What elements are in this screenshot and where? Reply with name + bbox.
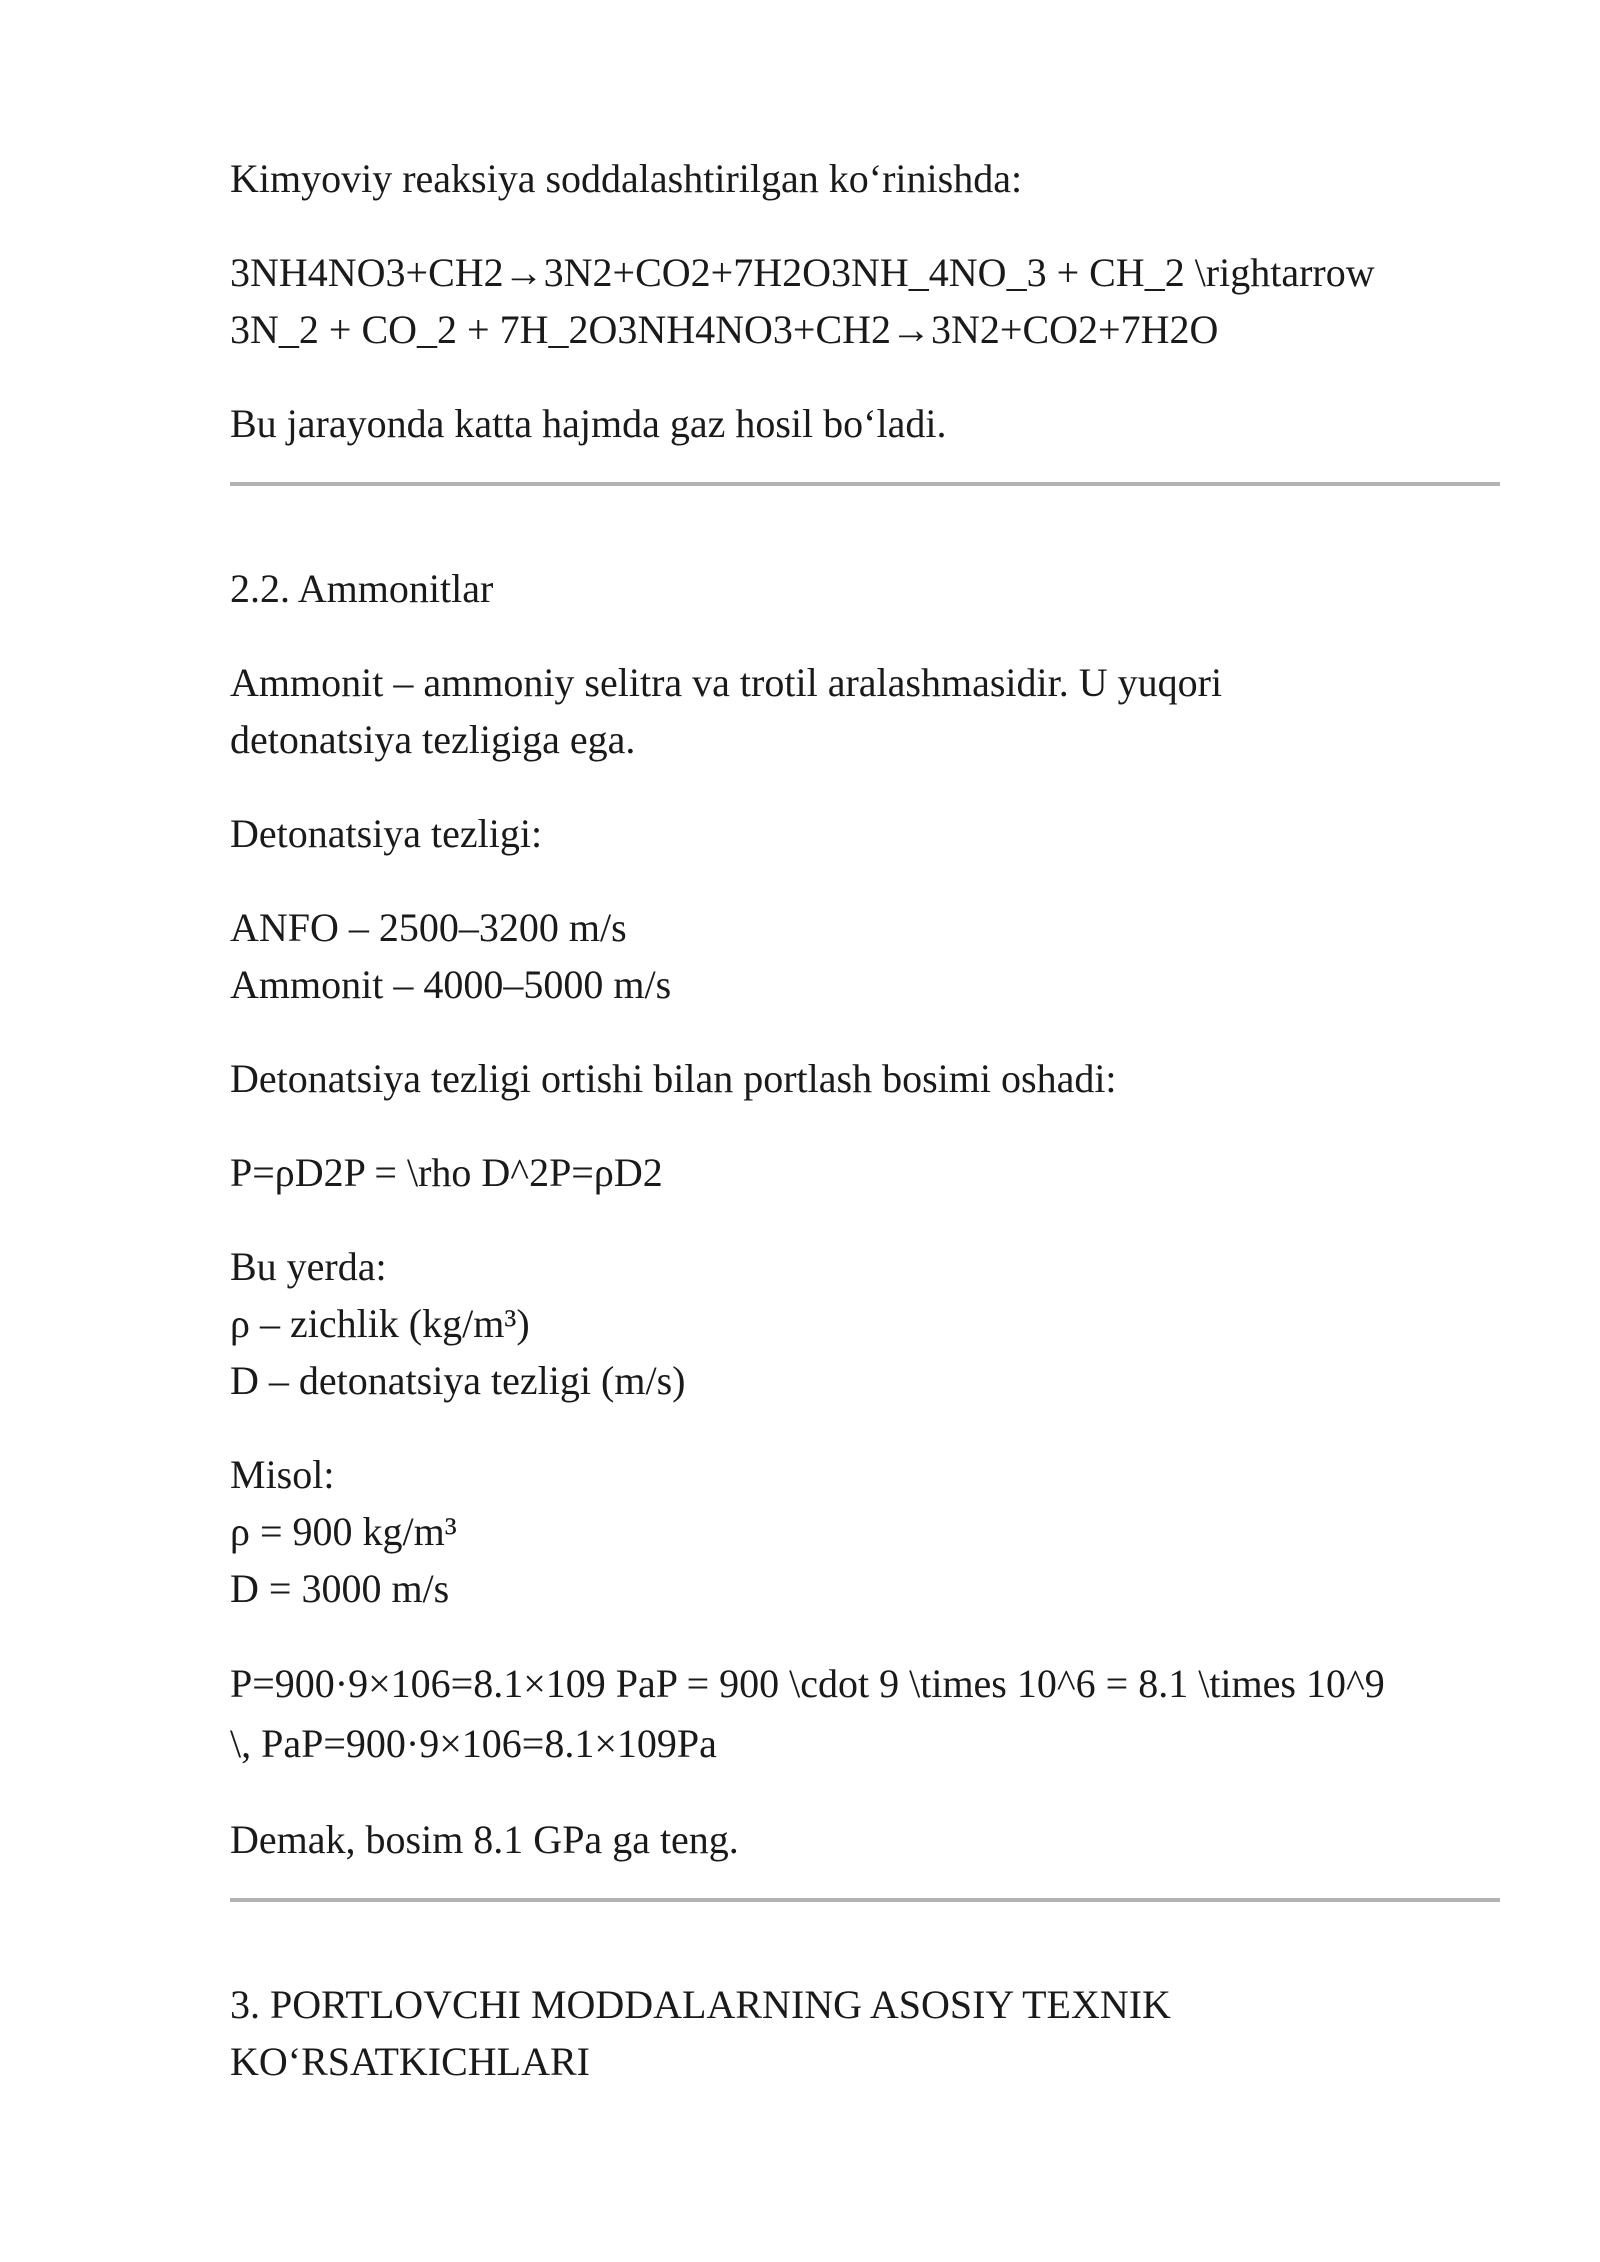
pressure-formula	[230, 1144, 1500, 1201]
section-heading-technical-line-2: KO‘RSATKICHLARI	[230, 2039, 590, 2084]
reaction-equation-line-1: 3NH4NO3+CH2→3N2+CO2+7H2O3NH_4NO_3 + CH_2 \rightarrow	[230, 250, 1375, 295]
conclusion	[230, 1811, 1500, 1868]
pressure-formula-text: P=ρD2P = \rho D^2P=ρD2	[230, 1150, 663, 1195]
speed-values	[230, 899, 1500, 1013]
reaction-intro-text: Kimyoviy reaksiya soddalashtirilgan ko‘rinishda:	[230, 156, 1023, 201]
section-divider	[230, 482, 1500, 486]
calculation	[230, 1654, 1500, 1774]
ammonit-definition-line-2: detonatsiya tezligiga ega.	[230, 717, 636, 762]
reaction-equation	[230, 244, 1500, 358]
where-rho: ρ – zichlik (kg/m³)	[230, 1301, 530, 1346]
section-divider	[230, 1898, 1500, 1902]
speed-label-text: Detonatsiya tezligi:	[230, 811, 543, 856]
where-label: Bu yerda:	[230, 1244, 387, 1289]
speed-anfo: ANFO – 2500–3200 m/s	[230, 905, 627, 950]
example-rho: ρ = 900 kg/m³	[230, 1509, 457, 1554]
section-heading-technical-line-1: 3. PORTLOVCHI MODDALARNING ASOSIY TEXNIK	[230, 1982, 1171, 2027]
section-heading-technical	[230, 1976, 1500, 2090]
example-d: D = 3000 m/s	[230, 1566, 450, 1611]
example-label: Misol:	[230, 1452, 335, 1497]
pressure-intro-text: Detonatsiya tezligi ortishi bilan portlash bosimi oshadi:	[230, 1056, 1117, 1101]
example-block	[230, 1446, 1500, 1617]
ammonit-definition-line-1: Ammonit – ammoniy selitra va trotil aralashmasidir. U yuqori	[230, 660, 1223, 705]
section-heading-ammonitlar	[230, 560, 1500, 617]
gas-note-text: Bu jarayonda katta hajmda gaz hosil bo‘ladi.	[230, 401, 947, 446]
ammonit-definition	[230, 654, 1500, 768]
speed-ammonit: Ammonit – 4000–5000 m/s	[230, 962, 672, 1007]
document-page	[230, 150, 1500, 2127]
speed-label	[230, 805, 1500, 862]
calculation-line-2: \, PaP=900·9×106=8.1×109Pa	[230, 1721, 717, 1766]
section-heading-ammonitlar-text: 2.2. Ammonitlar	[230, 566, 494, 611]
variable-definitions	[230, 1238, 1500, 1409]
reaction-intro	[230, 150, 1500, 207]
gas-note	[230, 395, 1500, 452]
reaction-equation-line-2: 3N_2 + CO_2 + 7H_2O3NH4NO3+CH2→3N2+CO2+7H2O	[230, 307, 1219, 352]
pressure-intro	[230, 1050, 1500, 1107]
conclusion-text: Demak, bosim 8.1 GPa ga teng.	[230, 1817, 739, 1862]
calculation-line-1: P=900·9×106=8.1×109 PaP = 900 \cdot 9 \times 10^6 = 8.1 \times 10^9	[230, 1661, 1385, 1706]
where-d: D – detonatsiya tezligi (m/s)	[230, 1358, 686, 1403]
